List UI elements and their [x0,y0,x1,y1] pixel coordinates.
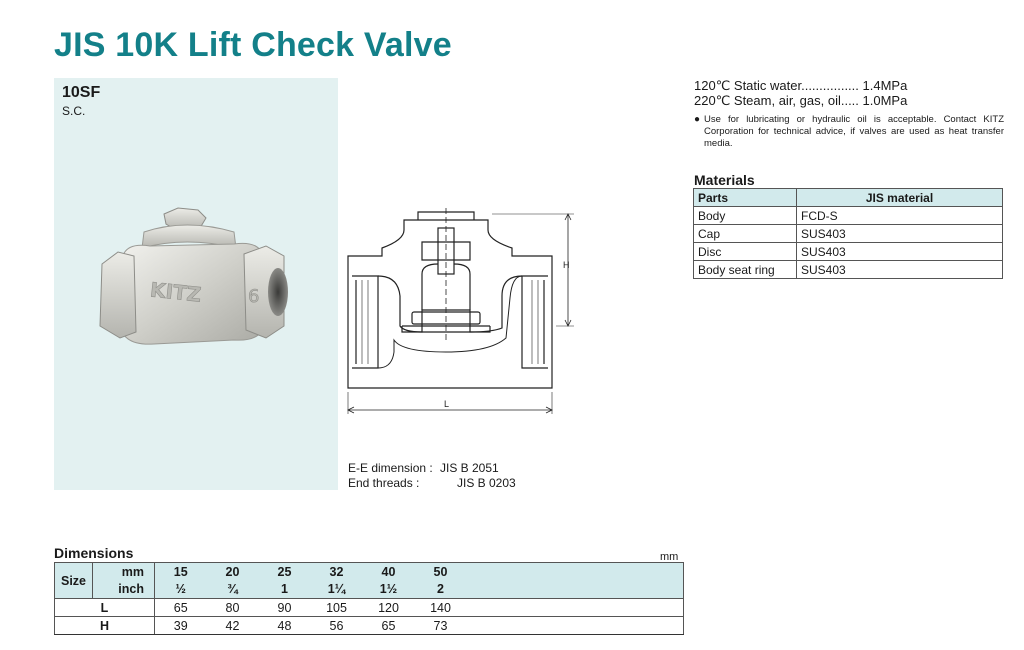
part-material: SUS403 [797,225,1003,243]
h-value: 73 [415,617,467,635]
mm-value: 32 [311,563,363,581]
end-threads-value: JIS B 0203 [457,476,516,490]
bullet-icon: ● [694,114,701,125]
spacer-cell [467,617,684,635]
part-name: Cap [694,225,797,243]
l-value: 140 [415,599,467,617]
mm-value: 50 [415,563,467,581]
row-label-h: H [55,617,155,635]
part-material: FCD-S [797,207,1003,225]
h-value: 48 [259,617,311,635]
h-value: 65 [363,617,415,635]
inch-value: 2 [415,581,467,599]
part-material: SUS403 [797,243,1003,261]
table-row [694,261,1003,279]
h-value: 42 [207,617,259,635]
page-title: JIS 10K Lift Check Valve [54,26,452,64]
table-row [694,225,1003,243]
standards-notes [348,461,516,491]
model-code: 10SF [62,84,101,101]
mm-value: 25 [259,563,311,581]
inch-label: inch [93,581,155,599]
part-material: SUS403 [797,261,1003,279]
table-row [55,617,684,635]
usage-note [694,114,1004,150]
spacer-cell [467,563,684,581]
valve-photo [94,202,294,362]
l-value: 120 [363,599,415,617]
table-row [694,243,1003,261]
l-value: 90 [259,599,311,617]
end-threads-label: End threads : [348,476,420,490]
l-value: 80 [207,599,259,617]
pressure-ratings [694,78,907,108]
row-label-l: L [55,599,155,617]
product-panel [54,78,338,490]
dimensions-title: Dimensions [54,545,134,561]
spacer-cell [467,599,684,617]
table-row [55,563,684,581]
spacer-cell [467,581,684,599]
inch-value: ¾ [207,581,259,599]
casting-mark-size: 6 [248,286,260,307]
ee-dimension-label: E-E dimension : [348,461,433,475]
part-name: Disc [694,243,797,261]
inch-value: 1 [259,581,311,599]
materials-header-jis: JIS material [797,189,1003,207]
size-label: Size [55,563,93,599]
mm-value: 15 [155,563,207,581]
dimensions-table [54,562,684,635]
mm-label: mm [93,563,155,581]
h-value: 39 [155,617,207,635]
part-name: Body [694,207,797,225]
inch-value: 1½ [363,581,415,599]
mm-value: 40 [363,563,415,581]
dim-label-l: L [444,399,450,409]
inch-value: ½ [155,581,207,599]
rating-line: 220℃ Steam, air, gas, oil..... 1.0MPa [694,93,908,108]
materials-table [693,188,1003,279]
materials-title: Materials [694,172,755,188]
h-value: 56 [311,617,363,635]
materials-header-parts: Parts [694,189,797,207]
l-value: 65 [155,599,207,617]
unit-label: mm [660,551,679,563]
ee-dimension-value: JIS B 2051 [440,461,499,475]
table-row [694,207,1003,225]
table-row [55,599,684,617]
mm-value: 20 [207,563,259,581]
part-name: Body seat ring [694,261,797,279]
model-material: S.C. [62,104,86,118]
rating-line: 120℃ Static water................ 1.4MPa [694,78,908,93]
inch-value: 1¼ [311,581,363,599]
casting-mark-brand: KITZ [149,277,203,307]
usage-note-text: Use for lubricating or hydraulic oil is acceptable. Contact KITZ Corporation for technical advice, if valves are used as heat transfer media. [704,114,1004,149]
table-row [55,581,684,599]
dim-label-h: H [563,260,570,270]
cross-section-drawing [342,200,574,422]
l-value: 105 [311,599,363,617]
